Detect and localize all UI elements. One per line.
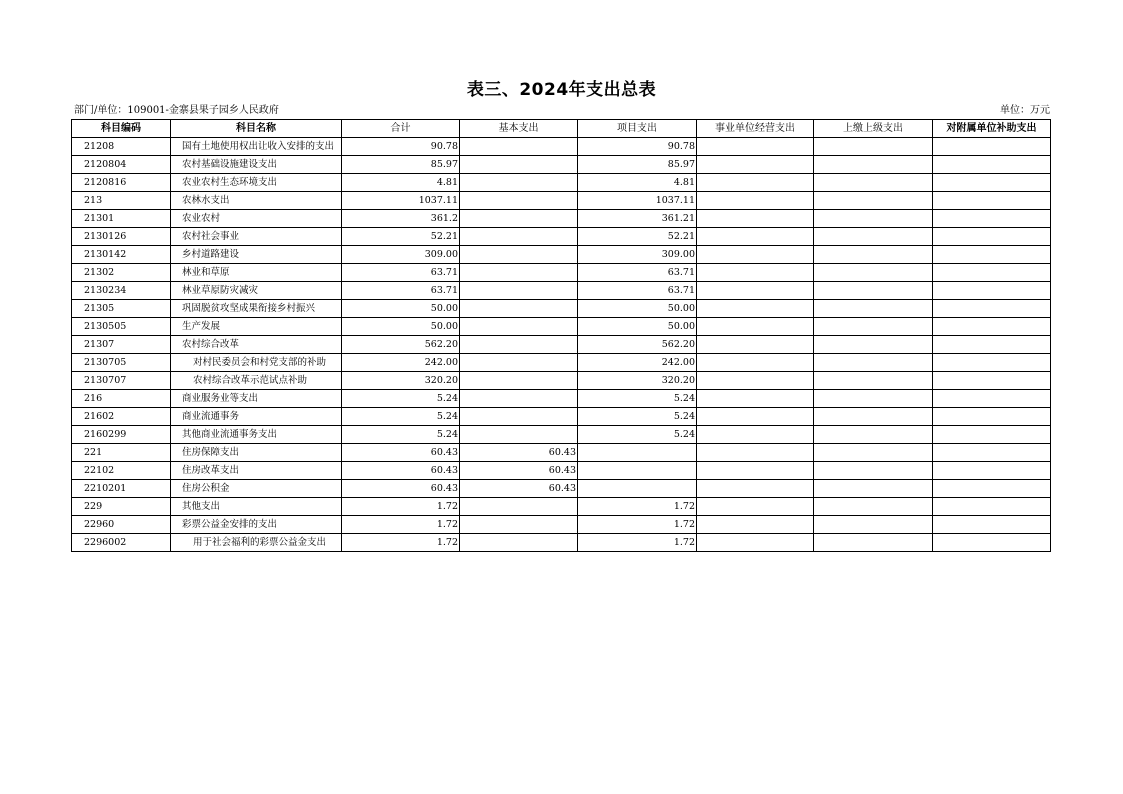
cell-name: 农业农村 (171, 210, 342, 228)
cell-code: 2130707 (72, 372, 171, 390)
cell-code: 22960 (72, 516, 171, 534)
cell-remit (814, 156, 933, 174)
table-row (72, 174, 1051, 192)
cell-name: 其他支出 (171, 498, 342, 516)
cell-code: 2130505 (72, 318, 171, 336)
cell-business (697, 264, 814, 282)
cell-subsidy (933, 336, 1051, 354)
table-header-row (72, 120, 1051, 138)
cell-total: 1.72 (342, 534, 460, 552)
cell-name: 住房改革支出 (171, 462, 342, 480)
cell-project: 5.24 (578, 408, 697, 426)
cell-code: 21302 (72, 264, 171, 282)
table-row (72, 264, 1051, 282)
cell-subsidy (933, 354, 1051, 372)
table-row (72, 300, 1051, 318)
cell-project: 1037.11 (578, 192, 697, 210)
cell-remit (814, 210, 933, 228)
cell-name: 农林水支出 (171, 192, 342, 210)
cell-project: 361.21 (578, 210, 697, 228)
column-header-basic: 基本支出 (460, 120, 578, 138)
cell-code: 2210201 (72, 480, 171, 498)
cell-basic (460, 282, 578, 300)
cell-business (697, 138, 814, 156)
cell-basic (460, 354, 578, 372)
cell-code: 22102 (72, 462, 171, 480)
cell-basic (460, 210, 578, 228)
table-row (72, 156, 1051, 174)
cell-basic (460, 192, 578, 210)
cell-name: 对村民委员会和村党支部的补助 (171, 354, 342, 372)
cell-total: 52.21 (342, 228, 460, 246)
cell-code: 21208 (72, 138, 171, 156)
cell-total: 4.81 (342, 174, 460, 192)
cell-code: 2130126 (72, 228, 171, 246)
cell-basic (460, 336, 578, 354)
table-row (72, 372, 1051, 390)
cell-remit (814, 408, 933, 426)
cell-business (697, 228, 814, 246)
cell-remit (814, 192, 933, 210)
cell-project: 52.21 (578, 228, 697, 246)
cell-subsidy (933, 282, 1051, 300)
cell-subsidy (933, 390, 1051, 408)
cell-remit (814, 498, 933, 516)
cell-code: 2296002 (72, 534, 171, 552)
unit-label: 单位：万元 (1000, 105, 1050, 116)
cell-project: 90.78 (578, 138, 697, 156)
cell-basic: 60.43 (460, 480, 578, 498)
cell-basic (460, 174, 578, 192)
cell-basic (460, 246, 578, 264)
cell-project: 309.00 (578, 246, 697, 264)
cell-project (578, 444, 697, 462)
cell-remit (814, 480, 933, 498)
cell-subsidy (933, 318, 1051, 336)
table-row (72, 426, 1051, 444)
cell-total: 63.71 (342, 282, 460, 300)
cell-name: 生产发展 (171, 318, 342, 336)
cell-subsidy (933, 372, 1051, 390)
cell-project: 562.20 (578, 336, 697, 354)
cell-basic (460, 516, 578, 534)
cell-total: 1.72 (342, 498, 460, 516)
cell-name: 商业流通事务 (171, 408, 342, 426)
cell-total: 90.78 (342, 138, 460, 156)
table-row (72, 462, 1051, 480)
cell-subsidy (933, 228, 1051, 246)
cell-remit (814, 426, 933, 444)
cell-business (697, 534, 814, 552)
cell-business (697, 192, 814, 210)
column-header-project: 项目支出 (578, 120, 697, 138)
department-label: 部门/单位：109001-金寨县果子园乡人民政府 (74, 105, 279, 116)
cell-subsidy (933, 300, 1051, 318)
cell-subsidy (933, 426, 1051, 444)
cell-total: 320.20 (342, 372, 460, 390)
table-row (72, 480, 1051, 498)
cell-code: 2160299 (72, 426, 171, 444)
cell-remit (814, 534, 933, 552)
cell-basic (460, 156, 578, 174)
cell-remit (814, 246, 933, 264)
cell-name: 彩票公益金安排的支出 (171, 516, 342, 534)
table-row (72, 210, 1051, 228)
cell-project: 1.72 (578, 534, 697, 552)
cell-code: 213 (72, 192, 171, 210)
cell-project: 50.00 (578, 318, 697, 336)
cell-total: 5.24 (342, 390, 460, 408)
table-row (72, 228, 1051, 246)
cell-subsidy (933, 498, 1051, 516)
cell-business (697, 156, 814, 174)
table-row (72, 498, 1051, 516)
cell-subsidy (933, 264, 1051, 282)
cell-basic (460, 372, 578, 390)
cell-remit (814, 228, 933, 246)
cell-project: 5.24 (578, 426, 697, 444)
table-row (72, 336, 1051, 354)
column-header-code: 科目编码 (72, 120, 171, 138)
table-row (72, 138, 1051, 156)
cell-business (697, 174, 814, 192)
cell-total: 242.00 (342, 354, 460, 372)
cell-total: 50.00 (342, 300, 460, 318)
cell-remit (814, 354, 933, 372)
cell-name: 巩固脱贫攻坚成果衔接乡村振兴 (171, 300, 342, 318)
cell-name: 国有土地使用权出让收入安排的支出 (171, 138, 342, 156)
cell-project: 85.97 (578, 156, 697, 174)
cell-code: 229 (72, 498, 171, 516)
cell-name: 住房公积金 (171, 480, 342, 498)
table-row (72, 444, 1051, 462)
table-row (72, 408, 1051, 426)
cell-subsidy (933, 444, 1051, 462)
cell-basic: 60.43 (460, 462, 578, 480)
cell-project: 242.00 (578, 354, 697, 372)
table-row (72, 516, 1051, 534)
cell-total: 1.72 (342, 516, 460, 534)
cell-project: 50.00 (578, 300, 697, 318)
cell-business (697, 498, 814, 516)
cell-basic (460, 498, 578, 516)
column-header-business: 事业单位经营支出 (697, 120, 814, 138)
cell-name: 林业草原防灾减灾 (171, 282, 342, 300)
cell-remit (814, 444, 933, 462)
cell-subsidy (933, 210, 1051, 228)
cell-code: 2130705 (72, 354, 171, 372)
column-header-remit: 上缴上级支出 (814, 120, 933, 138)
cell-code: 2120816 (72, 174, 171, 192)
cell-code: 21301 (72, 210, 171, 228)
cell-business (697, 480, 814, 498)
cell-subsidy (933, 156, 1051, 174)
cell-basic (460, 534, 578, 552)
cell-subsidy (933, 246, 1051, 264)
cell-total: 562.20 (342, 336, 460, 354)
column-header-name: 科目名称 (171, 120, 342, 138)
cell-business (697, 444, 814, 462)
cell-remit (814, 372, 933, 390)
cell-subsidy (933, 408, 1051, 426)
cell-project (578, 462, 697, 480)
cell-basic (460, 138, 578, 156)
page-title: 表三、2024年支出总表 (466, 80, 657, 100)
cell-remit (814, 174, 933, 192)
cell-basic (460, 228, 578, 246)
cell-project: 5.24 (578, 390, 697, 408)
cell-subsidy (933, 534, 1051, 552)
cell-name: 农村社会事业 (171, 228, 342, 246)
cell-basic (460, 318, 578, 336)
cell-remit (814, 264, 933, 282)
cell-total: 361.2 (342, 210, 460, 228)
cell-business (697, 210, 814, 228)
cell-name: 林业和草原 (171, 264, 342, 282)
cell-project: 1.72 (578, 498, 697, 516)
cell-project (578, 480, 697, 498)
cell-business (697, 336, 814, 354)
cell-basic (460, 390, 578, 408)
cell-project: 1.72 (578, 516, 697, 534)
cell-total: 60.43 (342, 462, 460, 480)
cell-business (697, 372, 814, 390)
cell-subsidy (933, 516, 1051, 534)
table-row (72, 534, 1051, 552)
table-row (72, 318, 1051, 336)
cell-name: 乡村道路建设 (171, 246, 342, 264)
expenditure-table (71, 119, 1051, 552)
cell-total: 1037.11 (342, 192, 460, 210)
cell-remit (814, 300, 933, 318)
cell-business (697, 318, 814, 336)
cell-remit (814, 318, 933, 336)
cell-code: 2130234 (72, 282, 171, 300)
cell-basic (460, 426, 578, 444)
cell-business (697, 282, 814, 300)
cell-subsidy (933, 192, 1051, 210)
cell-remit (814, 336, 933, 354)
cell-code: 221 (72, 444, 171, 462)
cell-subsidy (933, 480, 1051, 498)
cell-name: 农村综合改革示范试点补助 (171, 372, 342, 390)
cell-code: 2130142 (72, 246, 171, 264)
table-row (72, 390, 1051, 408)
cell-remit (814, 282, 933, 300)
cell-business (697, 462, 814, 480)
cell-business (697, 354, 814, 372)
cell-name: 用于社会福利的彩票公益金支出 (171, 534, 342, 552)
cell-business (697, 300, 814, 318)
cell-code: 21307 (72, 336, 171, 354)
cell-code: 216 (72, 390, 171, 408)
cell-project: 320.20 (578, 372, 697, 390)
cell-business (697, 516, 814, 534)
cell-name: 农村综合改革 (171, 336, 342, 354)
cell-basic (460, 300, 578, 318)
cell-name: 其他商业流通事务支出 (171, 426, 342, 444)
cell-subsidy (933, 138, 1051, 156)
table-row (72, 246, 1051, 264)
cell-code: 21305 (72, 300, 171, 318)
cell-name: 农村基础设施建设支出 (171, 156, 342, 174)
cell-business (697, 426, 814, 444)
cell-business (697, 408, 814, 426)
column-header-total: 合计 (342, 120, 460, 138)
cell-basic (460, 264, 578, 282)
cell-total: 60.43 (342, 444, 460, 462)
cell-total: 5.24 (342, 408, 460, 426)
cell-code: 2120804 (72, 156, 171, 174)
column-header-subsidy: 对附属单位补助支出 (933, 120, 1051, 138)
cell-basic (460, 408, 578, 426)
cell-name: 农业农村生态环境支出 (171, 174, 342, 192)
cell-business (697, 246, 814, 264)
cell-code: 21602 (72, 408, 171, 426)
cell-project: 63.71 (578, 282, 697, 300)
cell-remit (814, 462, 933, 480)
cell-total: 5.24 (342, 426, 460, 444)
table-row (72, 282, 1051, 300)
cell-project: 4.81 (578, 174, 697, 192)
cell-name: 住房保障支出 (171, 444, 342, 462)
cell-total: 85.97 (342, 156, 460, 174)
cell-total: 309.00 (342, 246, 460, 264)
cell-subsidy (933, 174, 1051, 192)
cell-basic: 60.43 (460, 444, 578, 462)
table-row (72, 354, 1051, 372)
cell-total: 50.00 (342, 318, 460, 336)
cell-remit (814, 390, 933, 408)
cell-name: 商业服务业等支出 (171, 390, 342, 408)
cell-total: 60.43 (342, 480, 460, 498)
cell-remit (814, 516, 933, 534)
cell-business (697, 390, 814, 408)
cell-project: 63.71 (578, 264, 697, 282)
table-row (72, 192, 1051, 210)
cell-total: 63.71 (342, 264, 460, 282)
cell-remit (814, 138, 933, 156)
cell-subsidy (933, 462, 1051, 480)
